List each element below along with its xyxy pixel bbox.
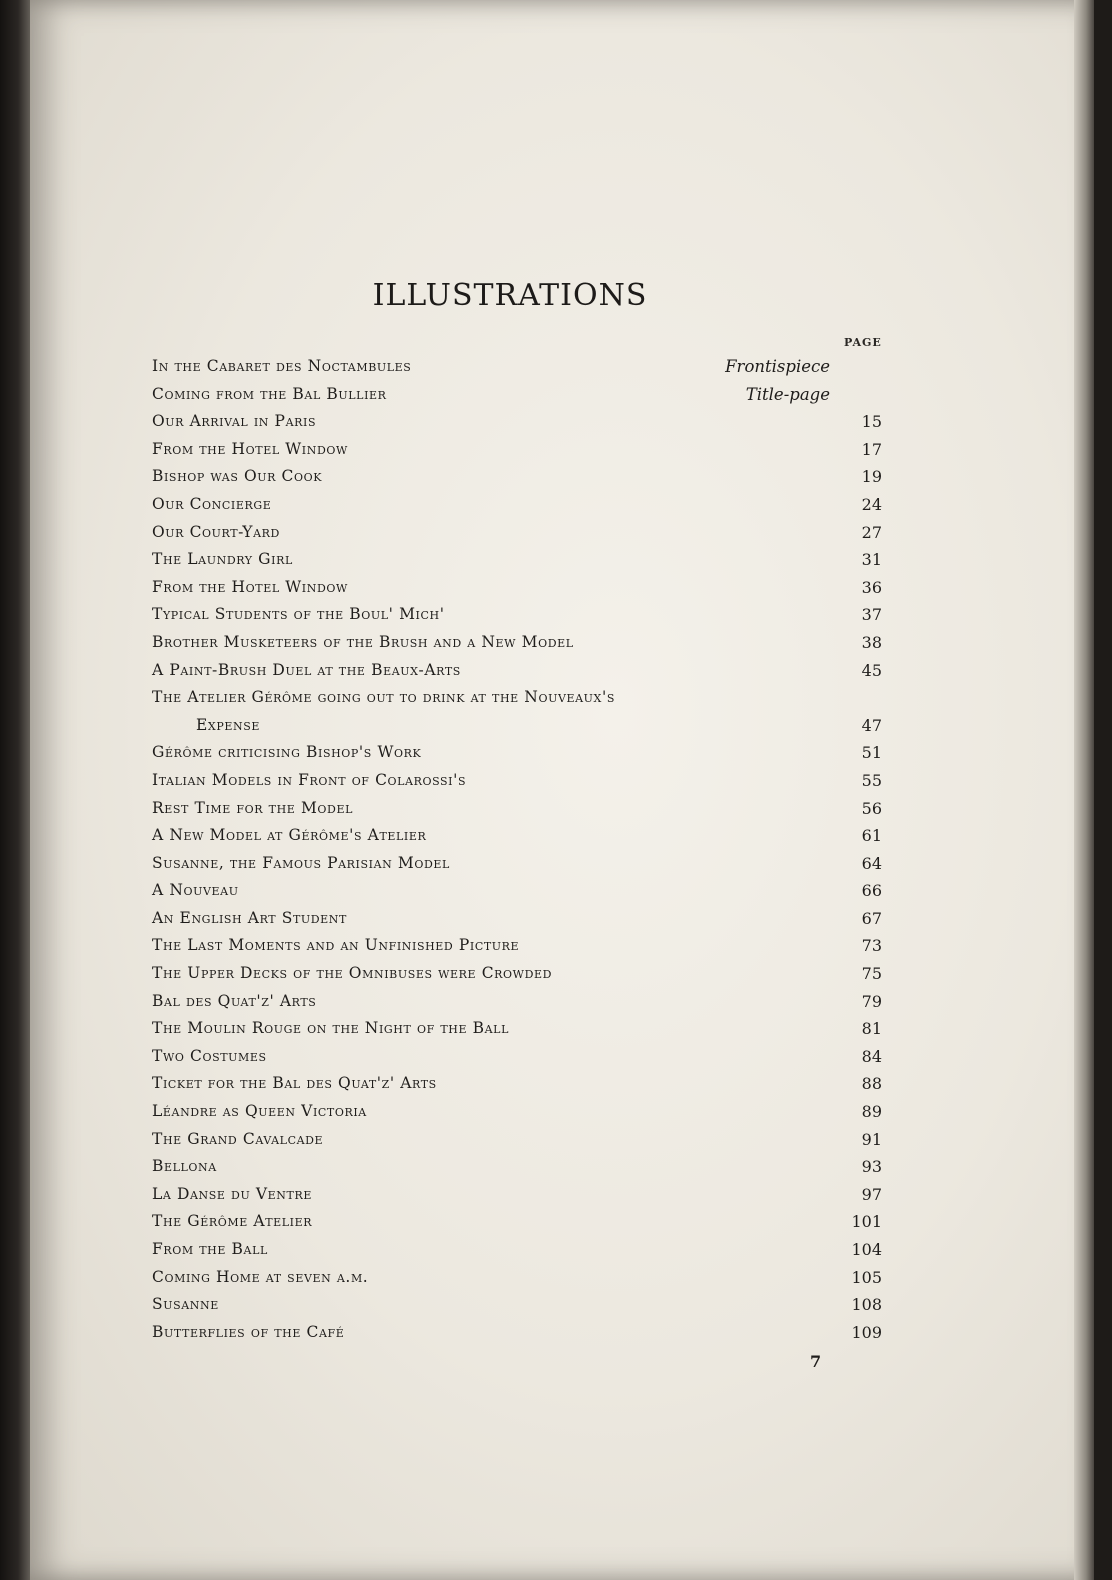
entry-title: Butterflies of the Café — [152, 1322, 345, 1341]
entry-page: 19 — [861, 467, 882, 487]
entry-title: From the Hotel Window — [152, 439, 348, 458]
entry-title: A Paint-Brush Duel at the Beaux-Arts — [152, 660, 461, 679]
entry-title: An English Art Student — [152, 908, 347, 927]
entry-page: 97 — [861, 1184, 882, 1204]
entry-title: From the Hotel Window — [152, 577, 348, 596]
list-item — [152, 795, 902, 823]
entry-page: 66 — [861, 881, 882, 901]
list-item — [152, 932, 902, 960]
entry-page: Frontispiece — [725, 357, 830, 376]
list-item — [152, 905, 902, 933]
entry-page: 105 — [851, 1267, 882, 1287]
entry-title: In the Cabaret des Noctambules — [152, 357, 412, 375]
list-item — [152, 546, 902, 574]
entry-title: Bal des Quat'z' Arts — [152, 991, 317, 1010]
entry-title: Bishop was Our Cook — [152, 467, 323, 486]
entry-page: 108 — [851, 1295, 882, 1315]
list-item — [152, 960, 902, 988]
list-item — [152, 1015, 902, 1043]
entry-title: The Upper Decks of the Omnibuses were Crowded — [152, 964, 553, 983]
entry-page: 73 — [861, 936, 882, 956]
list-item — [152, 1098, 902, 1126]
list-item-continuation — [152, 712, 902, 740]
list-item — [152, 1291, 902, 1319]
list-item — [152, 850, 902, 878]
entry-title: Expense — [196, 715, 260, 734]
list-item — [152, 1153, 902, 1181]
entry-page: 15 — [861, 412, 882, 432]
entry-page: 55 — [861, 770, 882, 790]
list-item — [152, 1236, 902, 1264]
entry-title: Typical Students of the Boul' Mich' — [152, 605, 445, 624]
entry-title: Two Costumes — [152, 1046, 267, 1065]
list-item — [152, 436, 902, 464]
entry-page: 67 — [861, 908, 882, 928]
entry-page: 61 — [861, 826, 882, 846]
list-item — [152, 1319, 902, 1347]
list-item — [152, 519, 902, 547]
entry-page: 75 — [861, 964, 882, 984]
entry-title: Italian Models in Front of Colarossi's — [152, 770, 467, 789]
entry-title: Our Court-Yard — [152, 522, 280, 541]
entry-page: 104 — [851, 1240, 882, 1259]
entry-title: The Moulin Rouge on the Night of the Ball — [152, 1019, 509, 1038]
entry-title: Susanne — [152, 1295, 219, 1314]
entry-page: Title-page — [745, 384, 830, 404]
list-item — [152, 381, 902, 409]
entry-page: 84 — [861, 1046, 882, 1066]
entry-page: 37 — [861, 605, 882, 625]
list-item — [152, 1181, 902, 1209]
entry-title: The Last Moments and an Unfinished Picture — [152, 936, 520, 955]
entry-page: 93 — [861, 1157, 882, 1177]
entry-title: Susanne, the Famous Parisian Model — [152, 853, 450, 872]
entry-title: Gérôme criticising Bishop's Work — [152, 743, 422, 762]
entry-title: Our Arrival in Paris — [152, 412, 317, 431]
list-item — [152, 353, 902, 381]
list-item — [152, 1043, 902, 1071]
page-right-edge — [1074, 0, 1094, 1580]
entry-page: 36 — [861, 577, 882, 597]
list-item — [152, 657, 902, 685]
page-number: 7 — [810, 1352, 822, 1371]
list-item — [152, 767, 902, 795]
list-item — [152, 574, 902, 602]
list-item — [152, 1264, 902, 1292]
entry-title: A Nouveau — [152, 881, 239, 900]
entry-page: 91 — [861, 1129, 882, 1149]
list-item — [152, 491, 902, 519]
entry-title: The Laundry Girl — [152, 550, 293, 569]
entry-title: Ticket for the Bal des Quat'z' Arts — [152, 1074, 437, 1093]
entry-page: 24 — [861, 494, 882, 514]
entry-page: 79 — [861, 991, 882, 1011]
illustrations-list — [152, 353, 902, 1346]
entry-page: 89 — [861, 1102, 882, 1122]
entry-page: 81 — [861, 1019, 882, 1039]
entry-title: From the Ball — [152, 1240, 268, 1258]
list-item — [152, 1070, 902, 1098]
entry-title: Léandre as Queen Victoria — [152, 1102, 367, 1121]
entry-title: Brother Musketeers of the Brush and a New Model — [152, 632, 574, 651]
page-column-label: PAGE — [844, 336, 882, 349]
entry-page: 109 — [851, 1322, 882, 1342]
list-item — [152, 877, 902, 905]
entry-page: 101 — [851, 1212, 882, 1232]
entry-page: 17 — [861, 439, 882, 459]
entry-title: The Atelier Gérôme going out to drink at the Nouveaux's — [152, 688, 615, 707]
entry-title: Coming from the Bal Bullier — [152, 384, 387, 403]
entry-title: Coming Home at seven a.m. — [152, 1267, 369, 1286]
entry-title: Our Concierge — [152, 494, 272, 513]
list-item — [152, 463, 902, 491]
entry-page: 45 — [861, 660, 882, 680]
list-item — [152, 1208, 902, 1236]
entry-page: 31 — [861, 550, 882, 570]
entry-title: The Gérôme Atelier — [152, 1212, 313, 1231]
entry-page: 64 — [861, 853, 882, 873]
entry-title: The Grand Cavalcade — [152, 1129, 324, 1148]
page-title: ILLUSTRATIONS — [372, 278, 648, 313]
list-item — [152, 1126, 902, 1154]
entry-title: La Danse du Ventre — [152, 1184, 312, 1203]
list-item — [152, 684, 902, 712]
entry-title: Rest Time for the Model — [152, 798, 353, 817]
entry-page: 56 — [861, 798, 882, 818]
entry-title: A New Model at Gérôme's Atelier — [152, 826, 427, 845]
list-item — [152, 408, 902, 436]
list-item — [152, 988, 902, 1016]
list-item — [152, 629, 902, 657]
entry-title: Bellona — [152, 1157, 217, 1176]
list-item — [152, 822, 902, 850]
entry-page: 38 — [861, 632, 882, 652]
entry-page: 88 — [861, 1074, 882, 1094]
entry-page: 27 — [861, 522, 882, 542]
entry-page: 47 — [861, 715, 882, 735]
entry-page: 51 — [861, 743, 882, 763]
list-item — [152, 601, 902, 629]
list-item — [152, 739, 902, 767]
